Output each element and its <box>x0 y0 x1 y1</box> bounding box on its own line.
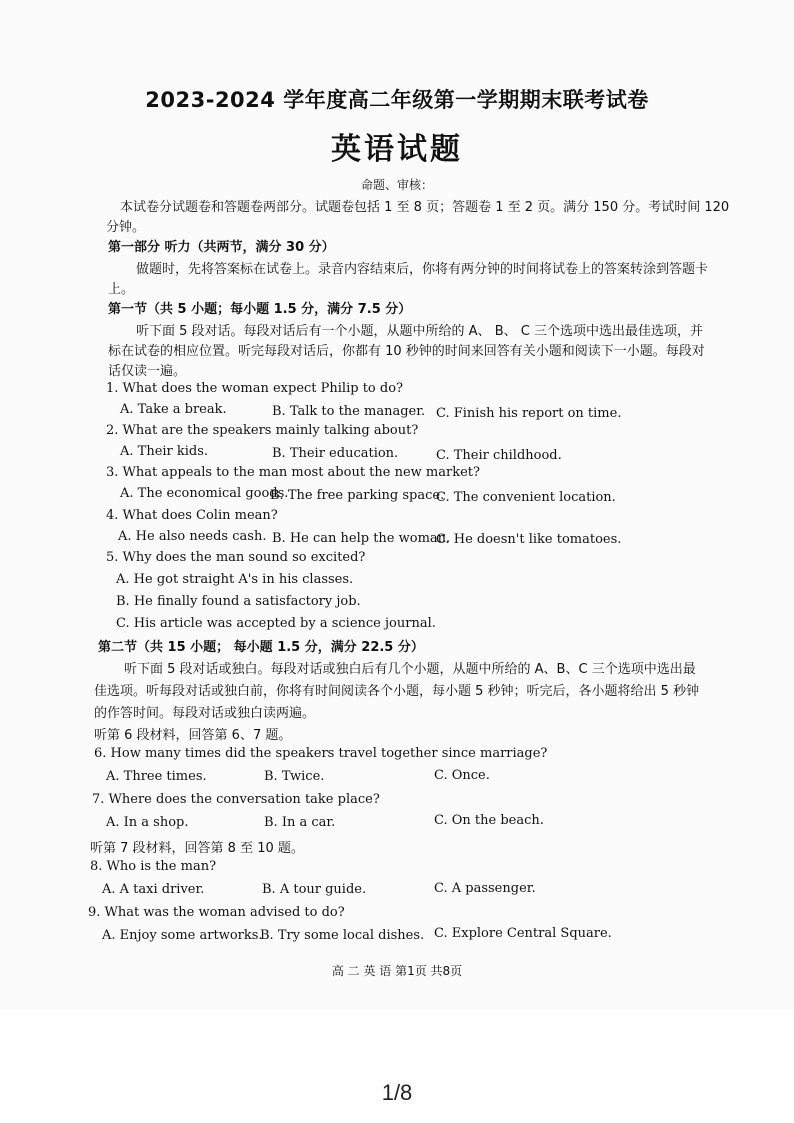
section1-heading: 第一节（共 5 小题；每小题 1.5 分，满分 7.5 分） <box>108 302 412 317</box>
q7-option-a: A. In a shop. <box>106 815 189 830</box>
q5-option-b: B. He finally found a satisfactory job. <box>116 594 361 609</box>
q9-option-a: A. Enjoy some artworks. <box>102 928 263 943</box>
question-1: 1. What does the woman expect Philip to do? <box>106 381 404 396</box>
q4-option-b: B. He can help the woman. <box>272 531 451 546</box>
section2-instruction-1: 听下面 5 段对话或独白。每段对话或独白后有几个小题，从题中所给的 A、B、C 三个选项中选出最 <box>124 662 696 677</box>
q1-option-a: A. Take a break. <box>120 402 227 417</box>
q2-option-a: A. Their kids. <box>120 444 209 459</box>
page-footer: 高 二 英 语 第1页 共8页 <box>331 964 463 978</box>
q6-option-a: A. Three times. <box>106 769 207 784</box>
question-9: 9. What was the woman advised to do? <box>88 905 345 920</box>
part1-instruction-1: 做题时，先将答案标在试卷上。录音内容结束后，你将有两分钟的时间将试卷上的答案转涂到答题卡 <box>136 262 709 277</box>
q4-option-c: C. He doesn't like tomatoes. <box>436 532 622 547</box>
q1-option-b: B. Talk to the manager. <box>272 404 426 419</box>
q8-option-a: A. A taxi driver. <box>102 882 205 897</box>
proposition-line: 命题、审核： <box>360 178 433 192</box>
exam-title: 2023-2024 学年度高二年级第一学期期末联考试卷 <box>145 88 649 112</box>
q2-option-c: C. Their childhood. <box>436 448 562 463</box>
part1-heading: 第一部分 听力（共两节，满分 30 分） <box>108 240 335 255</box>
q3-option-b: B. The free parking space. <box>270 488 445 503</box>
intro-line-2: 分钟。 <box>106 220 146 235</box>
q4-option-a: A. He also needs cash. <box>118 529 267 544</box>
q8-option-b: B. A tour guide. <box>262 882 367 897</box>
q2-option-b: B. Their education. <box>272 446 399 461</box>
question-5: 5. Why does the man sound so excited? <box>106 550 366 565</box>
page-indicator: 1/8 <box>381 1080 413 1105</box>
q7-option-b: B. In a car. <box>264 815 336 830</box>
part1-instruction-2: 上。 <box>108 282 135 297</box>
listen-material-6: 听第 6 段材料，回答第 6、7 题。 <box>94 728 292 743</box>
section2-instruction-3: 的作答时间。每段对话或独白读两遍。 <box>94 706 316 721</box>
q3-option-c: C. The convenient location. <box>436 490 616 505</box>
question-8: 8. Who is the man? <box>90 859 217 874</box>
section1-instruction-1: 听下面 5 段对话。每段对话后有一个小题，从题中所给的 A、 B、 C 三个选项中选出最佳选项，并 <box>136 324 703 339</box>
q6-option-b: B. Twice. <box>264 769 325 784</box>
question-6: 6. How many times did the speakers travel together since marriage? <box>94 746 548 761</box>
question-2: 2. What are the speakers mainly talking about? <box>106 423 419 438</box>
q5-option-c: C. His article was accepted by a science journal. <box>116 616 436 631</box>
q7-option-c: C. On the beach. <box>434 813 544 828</box>
q3-option-a: A. The economical goods. <box>120 486 289 501</box>
question-7: 7. Where does the conversation take place? <box>92 792 380 807</box>
intro-line-1: 本试卷分试题卷和答题卷两部分。试题卷包括 1 至 8 页；答题卷 1 至 2 页。满分 150 分。考试时间 120 <box>120 200 730 215</box>
q9-option-c: C. Explore Central Square. <box>434 926 612 941</box>
exam-subject: 英语试题 <box>331 132 463 167</box>
q9-option-b: B. Try some local dishes. <box>260 928 425 943</box>
section1-instruction-3: 话仅读一遍。 <box>108 364 187 379</box>
q1-option-c: C. Finish his report on time. <box>436 406 622 421</box>
q8-option-c: C. A passenger. <box>434 881 536 896</box>
listen-material-7: 听第 7 段材料，回答第 8 至 10 题。 <box>90 841 304 856</box>
section2-instruction-2: 佳选项。听每段对话或独白前，你将有时间阅读各个小题，每小题 5 秒钟；听完后，各小题将给出 5 秒钟 <box>94 684 700 699</box>
question-3: 3. What appeals to the man most about the new market? <box>106 465 480 480</box>
q5-option-a: A. He got straight A's in his classes. <box>116 572 354 587</box>
q6-option-c: C. Once. <box>434 768 490 783</box>
question-4: 4. What does Colin mean? <box>106 508 278 523</box>
section1-instruction-2: 标在试卷的相应位置。听完每段对话后，你都有 10 秒钟的时间来回答有关小题和阅读下一小题。每段对 <box>108 344 705 359</box>
section2-heading: 第二节（共 15 小题； 每小题 1.5 分，满分 22.5 分） <box>98 640 424 655</box>
